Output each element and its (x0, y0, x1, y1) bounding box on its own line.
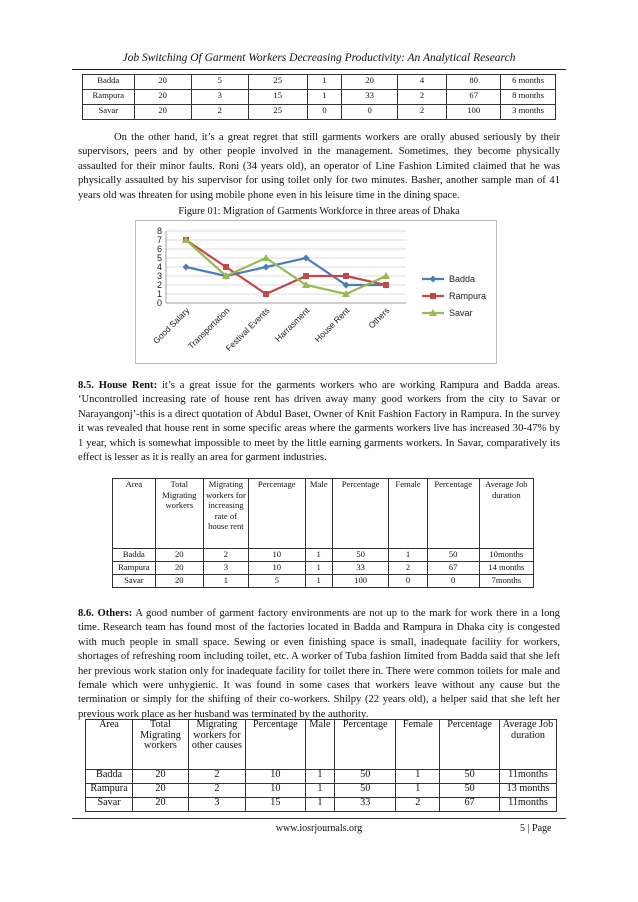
y-tick-label: 3 (156, 271, 162, 281)
table-cell: 25 (248, 105, 307, 120)
table-cell: 10 (246, 784, 306, 798)
x-tick-label: Transportation (185, 305, 232, 351)
table-cell: 20 (133, 798, 189, 812)
table-header-cell: Male (305, 479, 332, 549)
table-cell: Badda (86, 770, 133, 784)
running-header: Job Switching Of Garment Workers Decreasing Productivity: An Analytical Research (122, 52, 516, 64)
table-cell: 1 (396, 784, 440, 798)
table-cell: 2 (396, 798, 440, 812)
table-cell: 80 (447, 75, 501, 90)
table-cell: 20 (134, 90, 191, 105)
section-house-rent-text: it’s a great issue for the garments workers who are working Rampura and Badda areas. ‘Uncontrolled increasing rate of house rent has driven away many good workers from the city to Savar or Narayangonj’-this is a direct quotation of Abdul Baset, Owner of Knit Fashion Factory in Rampura. In the survey it was revealed that house rent in some specific areas where the garments workers live has increased 30-47% by 1 year, which is somewhat impossible to meet by the little earning garments workers. In Savar, comparatively its effect is lesser as it is really an area for garment industries. (78, 380, 560, 464)
footer-rule (72, 818, 566, 819)
table-cell: 20 (155, 549, 203, 562)
table-cell: 67 (440, 798, 500, 812)
header-rule (72, 69, 566, 70)
data-point (263, 291, 269, 297)
table-header-cell: Percentage (246, 720, 306, 770)
table-cell: 100 (447, 105, 501, 120)
section-others-heading: 8.6. Others: (78, 608, 133, 619)
legend-label: Savar (449, 308, 473, 318)
legend-label: Badda (449, 274, 476, 284)
table-cell: 20 (155, 575, 203, 588)
figure-caption: Figure 01: Migration of Garments Workforce in three areas of Dhaka (178, 206, 460, 217)
table-cell: 10 (248, 562, 305, 575)
table-cell: 1 (307, 75, 342, 90)
table-cell: 0 (427, 575, 479, 588)
table-cell: 20 (342, 75, 397, 90)
table-header-cell: Percentage (335, 720, 396, 770)
data-point (383, 282, 389, 288)
table-cell: 50 (440, 770, 500, 784)
data-point (223, 264, 229, 270)
table-cell: 3 (203, 562, 248, 575)
table-row (86, 770, 557, 784)
table-row (113, 562, 534, 575)
table-row (83, 90, 556, 105)
table-header-cell: Total Migrating workers (155, 479, 203, 549)
table-cell: 50 (332, 549, 389, 562)
table-row (113, 575, 534, 588)
table-cell: 5 (191, 75, 248, 90)
legend-marker (430, 293, 436, 299)
table-cell: 2 (191, 105, 248, 120)
table-cell: Savar (86, 798, 133, 812)
y-tick-label: 5 (156, 253, 162, 263)
y-tick-label: 1 (156, 289, 162, 299)
table-cell: 2 (389, 562, 427, 575)
table-header-cell: Total Migrating workers (133, 720, 189, 770)
x-tick-label: Festival Events (223, 305, 272, 354)
table-cell: Rampura (113, 562, 156, 575)
table-header-cell: Average Job duration (499, 720, 556, 770)
table-cell: 1 (305, 784, 334, 798)
table-cell: Badda (83, 75, 135, 90)
table-header-cell: Percentage (440, 720, 500, 770)
y-tick-label: 6 (156, 244, 162, 254)
table-cell: 7months (479, 575, 533, 588)
x-tick-label: House Rent (312, 305, 352, 345)
table-cell: 10 (246, 770, 306, 784)
table-cell: 2 (188, 784, 245, 798)
table-row (83, 105, 556, 120)
table-cell: 2 (203, 549, 248, 562)
footer-page-number: 5 | Page (520, 823, 552, 834)
data-point (343, 273, 349, 279)
table-header-cell: Migrating workers for increasing rate of house rent (203, 479, 248, 549)
table-cell: 5 (248, 575, 305, 588)
table-cell: 20 (133, 784, 189, 798)
y-tick-label: 8 (156, 226, 162, 236)
table-cell: 0 (342, 105, 397, 120)
table-cell: 67 (427, 562, 479, 575)
table-cell: 100 (332, 575, 389, 588)
y-tick-label: 4 (156, 262, 162, 272)
table-cell: 14 months (479, 562, 533, 575)
table-header-cell: Area (86, 720, 133, 770)
table-cell: 20 (134, 105, 191, 120)
table-cell: 3 (188, 798, 245, 812)
table-cell: 20 (155, 562, 203, 575)
table-cell: 50 (335, 784, 396, 798)
table-cell: 33 (332, 562, 389, 575)
table-cell: 11months (499, 798, 556, 812)
table-cell: Savar (113, 575, 156, 588)
x-tick-label: Good Salary (150, 305, 192, 346)
table-cell: 0 (389, 575, 427, 588)
table-cell: 20 (134, 75, 191, 90)
table-cell: 15 (248, 90, 307, 105)
table-cell: 3 (191, 90, 248, 105)
table-cell: 50 (440, 784, 500, 798)
x-tick-label: Harrasment (272, 305, 312, 344)
y-tick-label: 7 (156, 235, 162, 245)
table-cell: 1 (305, 770, 334, 784)
table-cell: Rampura (83, 90, 135, 105)
x-tick-label: Others (366, 305, 392, 331)
footer-url: www.iosrjournals.org (275, 823, 363, 834)
table-header-cell: Average Job duration (479, 479, 533, 549)
table-header-row (86, 720, 557, 770)
data-point (183, 264, 190, 271)
table-cell: 1 (203, 575, 248, 588)
table-cell: 1 (305, 549, 332, 562)
table-cell: 6 months (501, 75, 556, 90)
data-point (262, 254, 270, 261)
table-cell: 67 (447, 90, 501, 105)
table-header-cell: Migrating workers for other causes (188, 720, 245, 770)
paragraph-abuse-text: On the other hand, it’s a great regret that still garments workers are orally abused seriously by their supervisors, peers and by other people involved in the management. Sometimes, they become physically assaulted for their minor faults. Roni (34 years old), an operator of Line Fashion Limited claimed that he was physically assaulted by his supervisor for using toilet only for two minutes. Basher, another sample man of 41 years old was threaten for using mobile phone even in his leisure time in the dining space. (78, 132, 560, 201)
table-cell: 13 months (499, 784, 556, 798)
data-point (382, 272, 390, 279)
table-top (82, 74, 556, 120)
y-tick-label: 0 (156, 298, 162, 308)
section-house-rent (78, 379, 560, 465)
table-header-cell: Percentage (427, 479, 479, 549)
table-header-cell: Percentage (332, 479, 389, 549)
table-cell: 1 (305, 562, 332, 575)
table-cell: 15 (246, 798, 306, 812)
table-row (86, 798, 557, 812)
table-cell: 33 (342, 90, 397, 105)
migration-line-chart (136, 221, 496, 363)
y-tick-label: 2 (156, 280, 162, 290)
table-header-cell: Female (396, 720, 440, 770)
data-point (303, 273, 309, 279)
table-cell: 2 (397, 105, 446, 120)
table-cell: Savar (83, 105, 135, 120)
table-cell: 20 (133, 770, 189, 784)
table-cell: 0 (307, 105, 342, 120)
table-house-rent (112, 478, 534, 588)
paragraph-abuse (78, 131, 560, 203)
table-cell: 25 (248, 75, 307, 90)
table-cell: 8 months (501, 90, 556, 105)
table-row (86, 784, 557, 798)
data-point (263, 264, 270, 271)
table-header-cell: Female (389, 479, 427, 549)
table-cell: Badda (113, 549, 156, 562)
table-cell: 10 (248, 549, 305, 562)
table-cell: 1 (307, 90, 342, 105)
table-cell: 1 (389, 549, 427, 562)
section-others (78, 607, 560, 722)
legend-marker (430, 276, 437, 283)
table-cell: 2 (188, 770, 245, 784)
figure-frame (135, 220, 497, 364)
table-cell: 50 (335, 770, 396, 784)
table-cell: 4 (397, 75, 446, 90)
table-cell: 50 (427, 549, 479, 562)
table-header-row (113, 479, 534, 549)
table-header-cell: Percentage (248, 479, 305, 549)
section-house-rent-heading: 8.5. House Rent: (78, 380, 158, 391)
table-cell: 33 (335, 798, 396, 812)
table-cell: 2 (397, 90, 446, 105)
table-row (83, 75, 556, 90)
table-cell: 11months (499, 770, 556, 784)
table-cell: 10months (479, 549, 533, 562)
table-cell: 1 (305, 798, 334, 812)
legend-label: Rampura (449, 291, 487, 301)
table-header-cell: Male (305, 720, 334, 770)
table-cell: 1 (396, 770, 440, 784)
table-cell: 1 (305, 575, 332, 588)
table-cell: Rampura (86, 784, 133, 798)
table-other-causes (85, 719, 557, 812)
section-others-text: A good number of garment factory environments are not up to the mark for work there in a long time. Research team has found most of the factories located in Badda and Rampura in Dhaka city is congested with much people in small space. Sewing or even finishing space is small, inadequate facility for workers, shortages of refreshing room including toilet, etc. A worker of Tuba fashion limited from Badda said that she left her previous work station only for inadequate facility for toilet there in. There were common toilets for male and female which were unhygienic. It was found in some cases that workers leave without any cause but the termination or simply for the shifting of their co-workers. Shilpy (22 years old), a helper said that she left her previous work place as her husband was terminated by the authority. (78, 608, 560, 720)
table-cell: 3 months (501, 105, 556, 120)
table-row (113, 549, 534, 562)
table-header-cell: Area (113, 479, 156, 549)
